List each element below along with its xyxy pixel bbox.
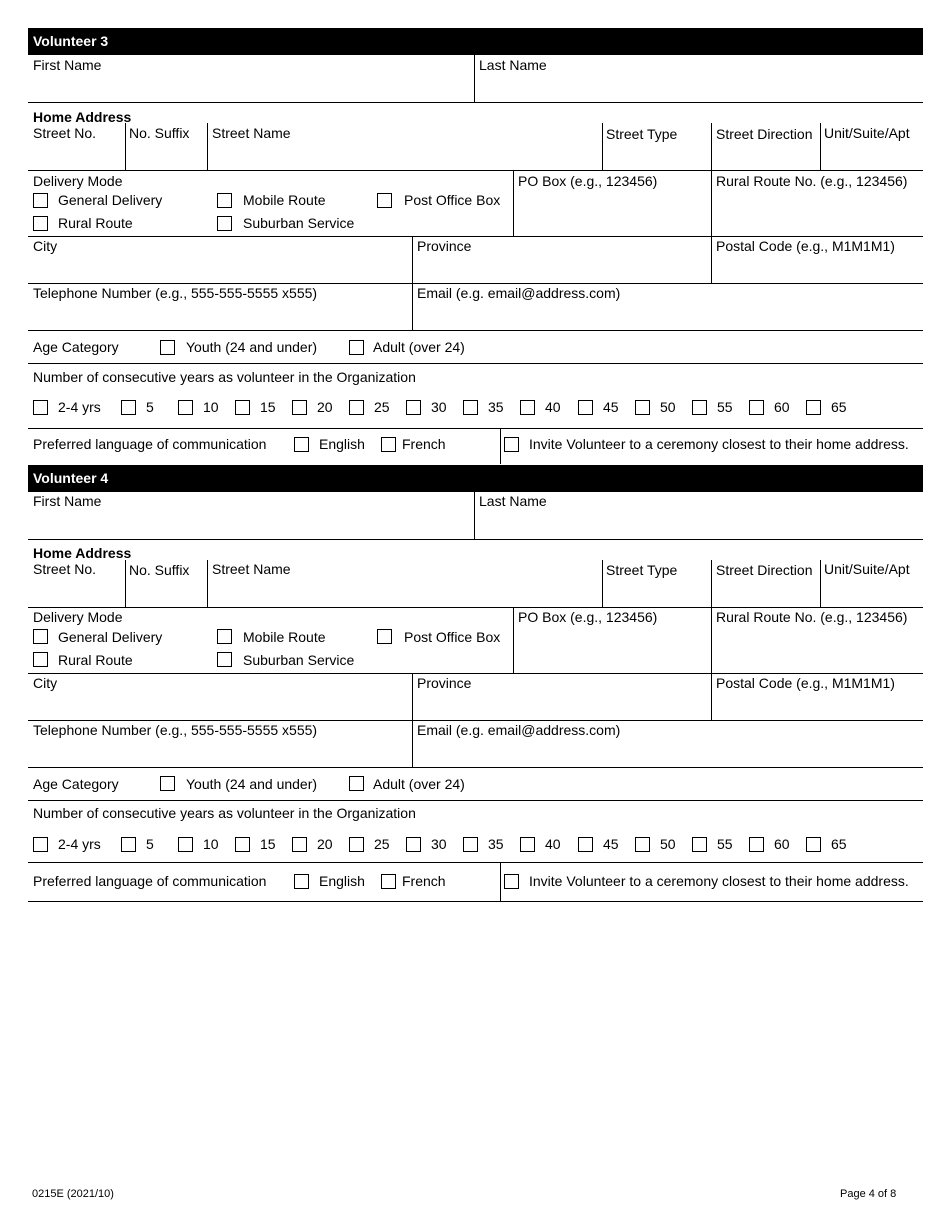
street-direction-field[interactable] [716, 583, 816, 603]
french-label: French [402, 873, 446, 889]
years-checkbox[interactable] [578, 837, 593, 852]
suburban-service-checkbox[interactable] [217, 216, 232, 231]
adult-label: Adult (over 24) [373, 339, 465, 355]
years-option-label: 65 [831, 399, 847, 415]
years-option-label: 25 [374, 399, 390, 415]
province-label: Province [417, 675, 472, 691]
section-header: Volunteer 3 [28, 28, 923, 55]
suburban-service-checkbox[interactable] [217, 652, 232, 667]
years-option-label: 45 [603, 836, 619, 852]
street-no-field[interactable] [33, 583, 121, 603]
form-code: 0215E (2021/10) [32, 1188, 114, 1200]
unit-label: Unit/Suite/Apt [824, 561, 910, 577]
preferred-language-label: Preferred language of communication [33, 873, 267, 889]
city-label: City [33, 675, 58, 691]
rural-route-checkbox[interactable] [33, 652, 48, 667]
last-name-label: Last Name [479, 493, 547, 509]
youth-checkbox[interactable] [160, 340, 175, 355]
rural-route-label: Rural Route [58, 215, 133, 231]
postal-code-label: Postal Code (e.g., M1M1M1) [716, 238, 895, 254]
telephone-label: Telephone Number (e.g., 555-555-5555 x555) [33, 285, 318, 301]
years-checkbox[interactable] [349, 400, 364, 415]
years-option-label: 45 [603, 399, 619, 415]
postal-code-field[interactable] [716, 695, 916, 715]
youth-label: Youth (24 and under) [186, 776, 318, 792]
years-checkbox[interactable] [635, 400, 650, 415]
years-checkbox[interactable] [749, 400, 764, 415]
street-name-field[interactable] [212, 583, 597, 603]
no-suffix-field[interactable] [129, 583, 203, 603]
last-name-label: Last Name [479, 57, 547, 73]
last-name-field[interactable] [479, 78, 909, 98]
first-name-field[interactable] [33, 78, 463, 98]
general-delivery-checkbox[interactable] [33, 629, 48, 644]
street-direction-field[interactable] [716, 146, 816, 166]
general-delivery-label: General Delivery [58, 629, 163, 645]
english-label: English [319, 873, 365, 889]
post-office-box-label: Post Office Box [404, 192, 501, 208]
home-address-label: Home Address [33, 109, 132, 125]
years-option-label: 50 [660, 836, 676, 852]
home-address-label: Home Address [33, 545, 132, 561]
years-checkbox[interactable] [292, 400, 307, 415]
adult-checkbox[interactable] [349, 340, 364, 355]
mobile-route-checkbox[interactable] [217, 193, 232, 208]
volunteer-4-section [28, 465, 923, 905]
years-option-label: 10 [203, 836, 219, 852]
adult-label: Adult (over 24) [373, 776, 465, 792]
suburban-service-label: Suburban Service [243, 215, 355, 231]
rural-route-no-label: Rural Route No. (e.g., 123456) [716, 609, 908, 625]
years-option-label: 35 [488, 399, 504, 415]
youth-checkbox[interactable] [160, 776, 175, 791]
years-option-label: 50 [660, 399, 676, 415]
years-checkbox[interactable] [749, 837, 764, 852]
po-box-label: PO Box (e.g., 123456) [518, 173, 658, 189]
french-checkbox[interactable] [381, 874, 396, 889]
section-header: Volunteer 4 [28, 465, 923, 492]
english-label: English [319, 436, 365, 452]
invite-ceremony-checkbox[interactable] [504, 437, 519, 452]
years-option-label: 5 [146, 836, 154, 852]
years-checkbox[interactable] [178, 400, 193, 415]
no-suffix-field[interactable] [129, 146, 203, 166]
years-checkbox[interactable] [349, 837, 364, 852]
english-checkbox[interactable] [294, 874, 309, 889]
years-option-label: 30 [431, 399, 447, 415]
unit-field[interactable] [824, 583, 919, 603]
email-field[interactable] [417, 742, 917, 762]
first-name-label: First Name [33, 57, 102, 73]
general-delivery-checkbox[interactable] [33, 193, 48, 208]
page-number: Page 4 of 8 [840, 1188, 897, 1200]
email-field[interactable] [417, 305, 917, 325]
unit-field[interactable] [824, 146, 919, 166]
mobile-route-label: Mobile Route [243, 629, 326, 645]
years-option-label: 2-4 yrs [58, 399, 101, 415]
street-type-field[interactable] [606, 583, 706, 603]
province-field[interactable] [417, 258, 707, 278]
last-name-field[interactable] [479, 515, 909, 535]
suburban-service-label: Suburban Service [243, 652, 355, 668]
years-option-label: 20 [317, 836, 333, 852]
years-checkbox[interactable] [406, 400, 421, 415]
years-checkbox[interactable] [121, 837, 136, 852]
rural-route-no-label: Rural Route No. (e.g., 123456) [716, 173, 908, 189]
first-name-field[interactable] [33, 515, 463, 535]
telephone-field[interactable] [33, 742, 408, 762]
years-checkbox[interactable] [692, 837, 707, 852]
general-delivery-label: General Delivery [58, 192, 163, 208]
postal-code-field[interactable] [716, 258, 916, 278]
years-option-label: 60 [774, 399, 790, 415]
years-checkbox[interactable] [121, 400, 136, 415]
years-option-label: 30 [431, 836, 447, 852]
years-checkbox[interactable] [235, 837, 250, 852]
rural-route-no-field[interactable] [716, 195, 916, 215]
province-field[interactable] [417, 695, 707, 715]
no-suffix-label: No. Suffix [129, 125, 190, 141]
street-type-label: Street Type [606, 562, 678, 578]
years-option-label: 55 [717, 399, 733, 415]
years-option-label: 5 [146, 399, 154, 415]
years-checkbox[interactable] [235, 400, 250, 415]
post-office-box-checkbox[interactable] [377, 629, 392, 644]
street-type-label: Street Type [606, 126, 678, 142]
english-checkbox[interactable] [294, 437, 309, 452]
mobile-route-label: Mobile Route [243, 192, 326, 208]
years-checkbox[interactable] [692, 400, 707, 415]
po-box-field[interactable] [518, 632, 703, 652]
unit-label: Unit/Suite/Apt [824, 125, 910, 141]
years-label: Number of consecutive years as volunteer in the Organization [33, 805, 416, 821]
post-office-box-label: Post Office Box [404, 629, 501, 645]
years-option-label: 2-4 yrs [58, 836, 101, 852]
years-option-label: 65 [831, 836, 847, 852]
years-option-label: 10 [203, 399, 219, 415]
years-checkbox[interactable] [406, 837, 421, 852]
street-no-field[interactable] [33, 146, 121, 166]
years-option-label: 15 [260, 399, 276, 415]
street-no-label: Street No. [33, 561, 97, 577]
city-field[interactable] [33, 258, 408, 278]
province-label: Province [417, 238, 472, 254]
years-option-label: 15 [260, 836, 276, 852]
years-option-label: 60 [774, 836, 790, 852]
years-checkbox[interactable] [33, 837, 48, 852]
age-category-label: Age Category [33, 776, 119, 792]
invite-ceremony-label: Invite Volunteer to a ceremony closest to their home address. [529, 873, 909, 889]
preferred-language-label: Preferred language of communication [33, 436, 267, 452]
years-checkbox[interactable] [806, 400, 821, 415]
years-option-label: 40 [545, 836, 561, 852]
years-checkbox[interactable] [463, 837, 478, 852]
years-checkbox[interactable] [178, 837, 193, 852]
post-office-box-checkbox[interactable] [377, 193, 392, 208]
street-direction-label: Street Direction [716, 126, 813, 142]
invite-ceremony-label: Invite Volunteer to a ceremony closest to their home address. [529, 436, 909, 452]
city-field[interactable] [33, 695, 408, 715]
city-label: City [33, 238, 58, 254]
years-checkbox[interactable] [292, 837, 307, 852]
street-type-field[interactable] [606, 146, 706, 166]
years-checkbox[interactable] [806, 837, 821, 852]
years-option-label: 20 [317, 399, 333, 415]
invite-ceremony-checkbox[interactable] [504, 874, 519, 889]
street-no-label: Street No. [33, 125, 97, 141]
po-box-field[interactable] [518, 195, 703, 215]
rural-route-checkbox[interactable] [33, 216, 48, 231]
age-category-label: Age Category [33, 339, 119, 355]
adult-checkbox[interactable] [349, 776, 364, 791]
years-checkbox[interactable] [635, 837, 650, 852]
postal-code-label: Postal Code (e.g., M1M1M1) [716, 675, 895, 691]
french-checkbox[interactable] [381, 437, 396, 452]
no-suffix-label: No. Suffix [129, 562, 190, 578]
street-name-field[interactable] [212, 146, 597, 166]
delivery-mode-label: Delivery Mode [33, 609, 123, 625]
years-option-label: 40 [545, 399, 561, 415]
years-checkbox[interactable] [520, 400, 535, 415]
street-direction-label: Street Direction [716, 562, 813, 578]
french-label: French [402, 436, 446, 452]
rural-route-no-field[interactable] [716, 632, 916, 652]
youth-label: Youth (24 and under) [186, 339, 318, 355]
years-label: Number of consecutive years as volunteer in the Organization [33, 369, 416, 385]
years-checkbox[interactable] [578, 400, 593, 415]
email-label: Email (e.g. email@address.com) [417, 285, 621, 301]
mobile-route-checkbox[interactable] [217, 629, 232, 644]
telephone-field[interactable] [33, 305, 408, 325]
delivery-mode-label: Delivery Mode [33, 173, 123, 189]
rural-route-label: Rural Route [58, 652, 133, 668]
street-name-label: Street Name [212, 125, 291, 141]
years-checkbox[interactable] [33, 400, 48, 415]
years-option-label: 25 [374, 836, 390, 852]
telephone-label: Telephone Number (e.g., 555-555-5555 x555) [33, 722, 318, 738]
years-checkbox[interactable] [463, 400, 478, 415]
email-label: Email (e.g. email@address.com) [417, 722, 621, 738]
years-option-label: 55 [717, 836, 733, 852]
years-option-label: 35 [488, 836, 504, 852]
po-box-label: PO Box (e.g., 123456) [518, 609, 658, 625]
street-name-label: Street Name [212, 561, 291, 577]
first-name-label: First Name [33, 493, 102, 509]
years-checkbox[interactable] [520, 837, 535, 852]
